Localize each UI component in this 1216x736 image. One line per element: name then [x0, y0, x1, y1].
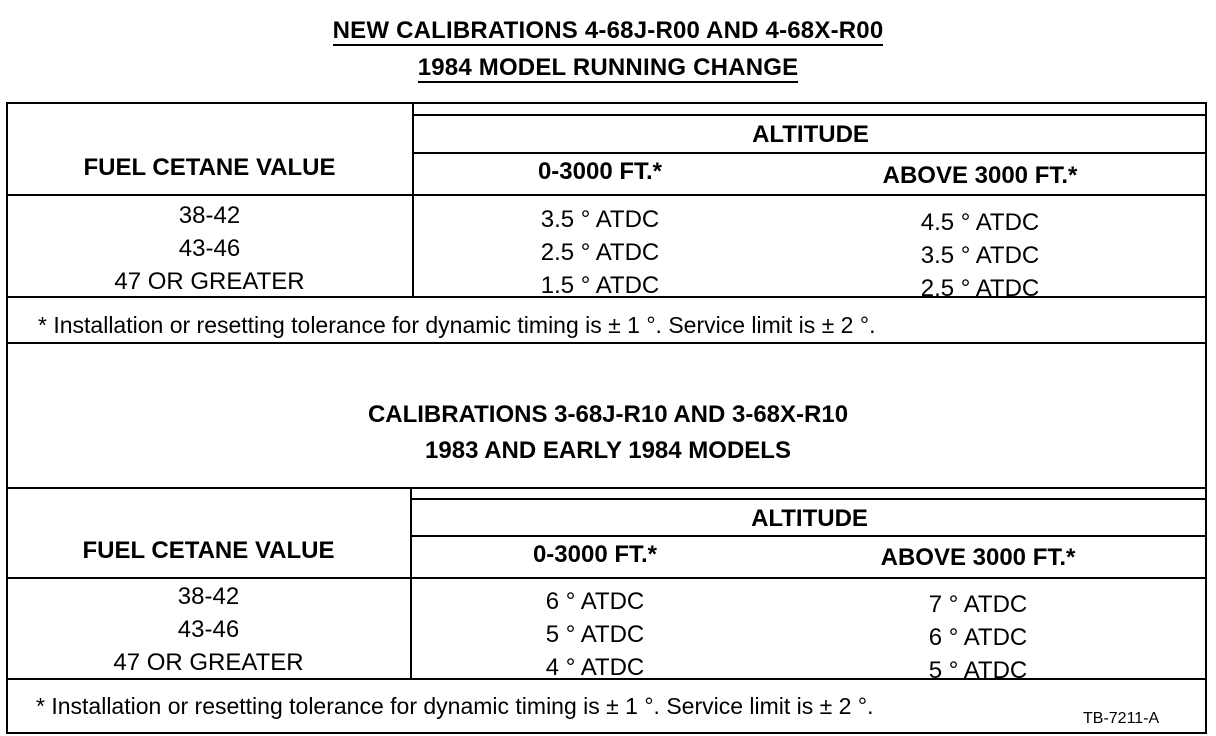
t2-high-value: 6 ° ATDC [928, 624, 1028, 651]
t2-cetane-list [6, 580, 411, 679]
t2-col-low-header: 0-3000 FT.* [532, 541, 658, 568]
t2-low-value: 6 ° ATDC [545, 588, 645, 615]
t1-high-value: 4.5 ° ATDC [920, 209, 1040, 236]
page-subtitle [0, 54, 1216, 82]
t1-tolerance-note: * Installation or resetting tolerance for dynamic timing is ± 1 °. Service limit is ± 2 °. [38, 312, 876, 338]
t1-altitude-underline [413, 152, 1207, 154]
t1-cetane-row: 43-46 [178, 235, 241, 262]
t2-low-value: 5 ° ATDC [545, 621, 645, 648]
t1-low-value: 2.5 ° ATDC [540, 239, 660, 266]
t1-low-value: 1.5 ° ATDC [540, 272, 660, 299]
t2-section-line [411, 498, 1207, 500]
t2-high-value: 5 ° ATDC [928, 657, 1028, 684]
t2-high-list [838, 588, 1118, 687]
t2-altitude-header: ALTITUDE [751, 505, 868, 532]
t1-top-border [413, 114, 1207, 116]
t1-col-low-header: 0-3000 FT.* [537, 158, 663, 185]
t1-low-list [470, 203, 730, 302]
t1-low-value: 3.5 ° ATDC [540, 206, 660, 233]
t2-tolerance-note: * Installation or resetting tolerance for dynamic timing is ± 1 °. Service limit is ± 2 °. [36, 693, 874, 719]
title-line-1: NEW CALIBRATIONS 4-68J-R00 AND 4-68X-R00 [332, 17, 884, 44]
figure-reference: TB-7211-A [1083, 710, 1160, 727]
section2-title [0, 397, 1216, 469]
t1-header-bottom [6, 194, 1207, 196]
t1-note-bottom [6, 342, 1207, 344]
t2-low-value: 4 ° ATDC [545, 654, 645, 681]
t1-high-list [840, 206, 1120, 305]
t2-fuel-header: FUEL CETANE VALUE [82, 537, 335, 564]
t1-high-value: 2.5 ° ATDC [920, 275, 1040, 302]
t2-header-bottom [6, 577, 1207, 579]
t1-cetane-row: 47 OR GREATER [114, 268, 305, 295]
t2-altitude-underline [411, 535, 1207, 537]
t1-col-high-header: ABOVE 3000 FT.* [882, 162, 1078, 189]
title-line-2: 1984 MODEL RUNNING CHANGE [417, 54, 799, 81]
t2-top-border [6, 487, 1207, 489]
t2-low-list [465, 585, 725, 684]
t1-high-value: 3.5 ° ATDC [920, 242, 1040, 269]
t1-cetane-list [6, 199, 413, 298]
t1-fuel-header: FUEL CETANE VALUE [83, 154, 336, 181]
t2-col-high-header: ABOVE 3000 FT.* [880, 544, 1076, 571]
section2-title-line-1: CALIBRATIONS 3-68J-R10 AND 3-68X-R10 [367, 401, 849, 428]
t2-cetane-row: 43-46 [177, 616, 240, 643]
t2-cetane-row: 47 OR GREATER [113, 649, 304, 676]
t2-cetane-row: 38-42 [177, 583, 240, 610]
t2-high-value: 7 ° ATDC [928, 591, 1028, 618]
page-title [0, 17, 1216, 45]
t1-cetane-row: 38-42 [178, 202, 241, 229]
t1-altitude-header: ALTITUDE [752, 121, 869, 148]
section2-title-line-2: 1983 AND EARLY 1984 MODELS [425, 437, 791, 464]
